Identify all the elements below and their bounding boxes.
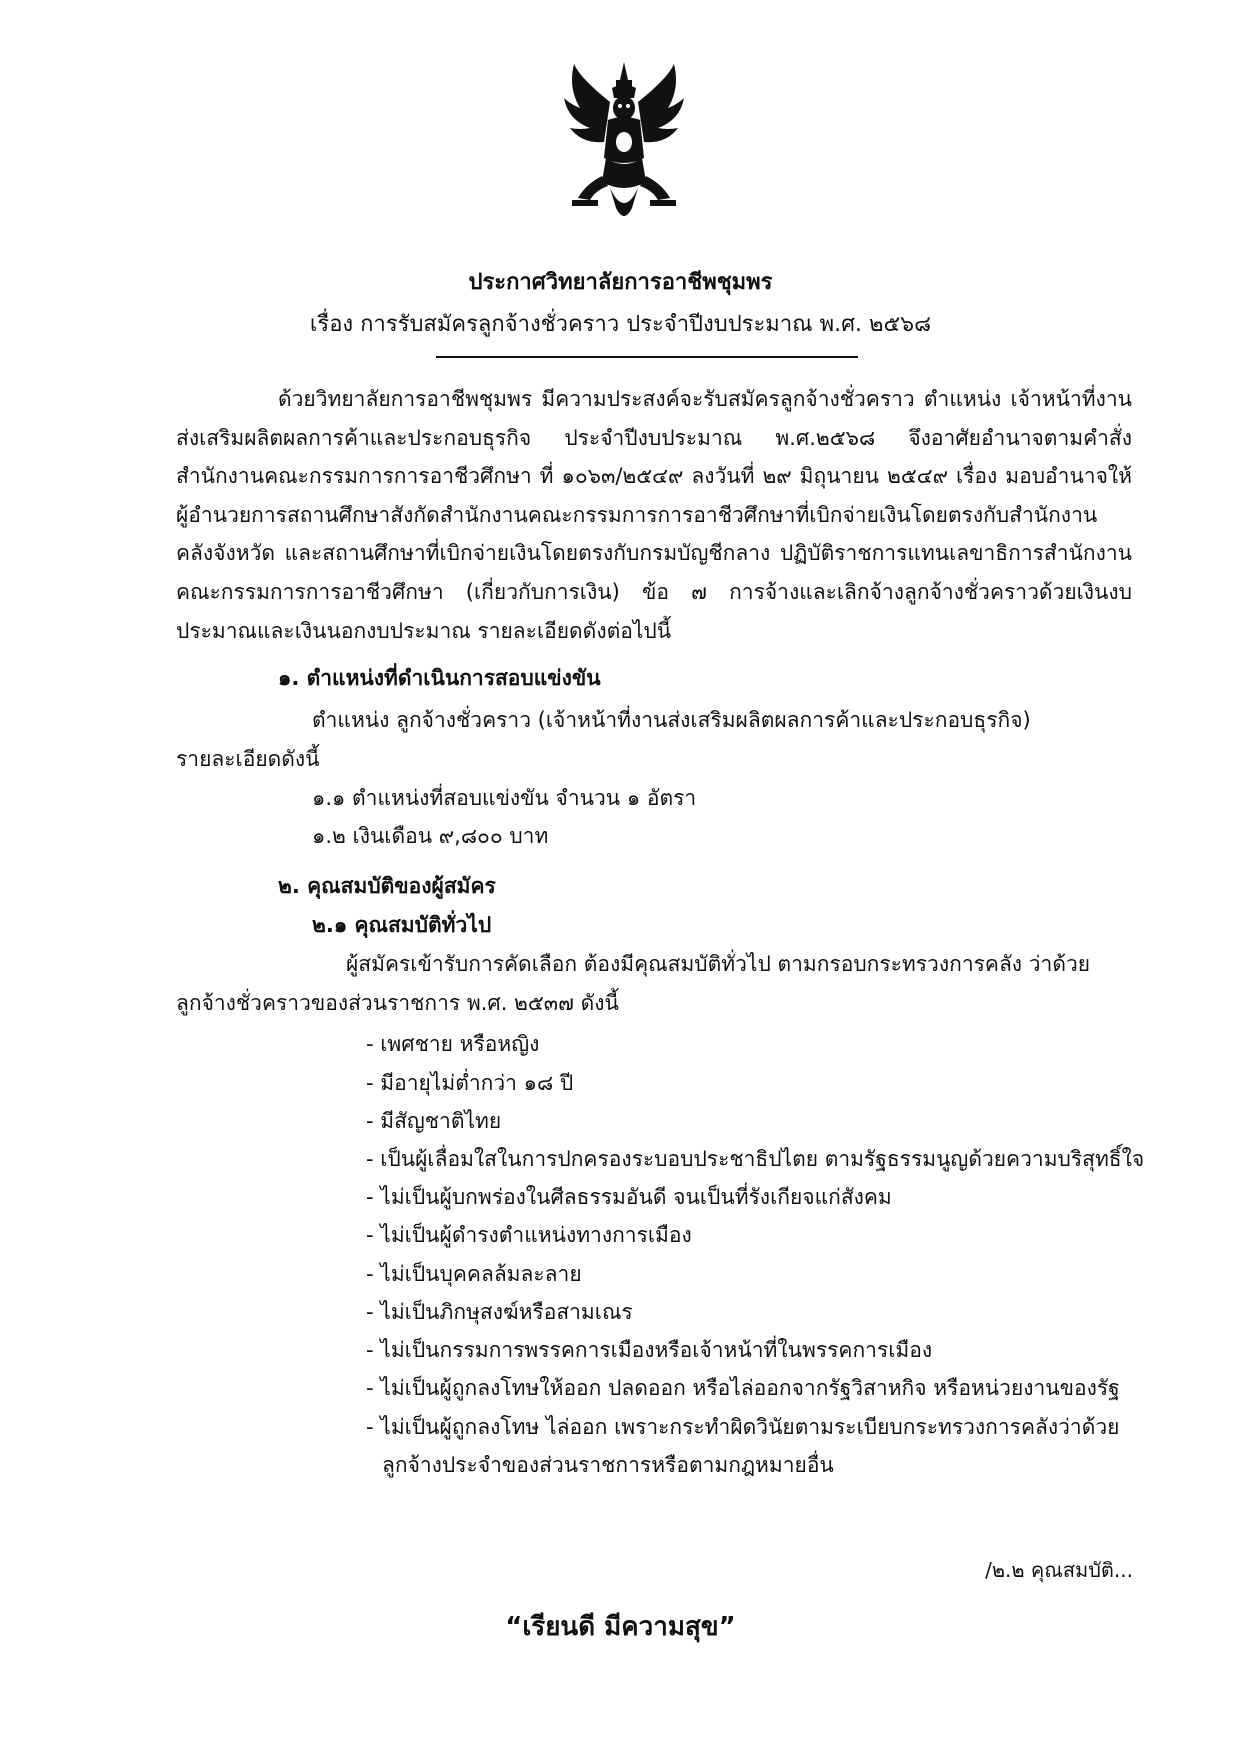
- section1-item-1-2: ๑.๒ เงินเดือน ๙,๘๐๐ บาท: [312, 824, 549, 848]
- announcement-subject: เรื่อง การรับสมัครลูกจ้างชั่วคราว ประจำปีงบประมาณ พ.ศ. ๒๕๖๘: [309, 312, 932, 337]
- section2-sub-heading: ๒.๑ คุณสมบัติทั่วไป: [312, 913, 492, 937]
- qualification-item: - ไม่เป็นผู้บกพร่องในศีลธรรมอันดี จนเป็นที่รังเกียจแก่สังคม: [366, 1185, 892, 1209]
- qualification-item: - มีอายุไม่ต่ำกว่า ๑๘ ปี: [366, 1071, 574, 1095]
- title-divider: [436, 356, 858, 358]
- qualification-item-continuation: ลูกจ้างประจำของส่วนราชการหรือตามกฎหมายอื่น: [382, 1453, 834, 1477]
- qualification-item: - ไม่เป็นภิกษุสงฆ์หรือสามเณร: [366, 1300, 633, 1324]
- section1-position-line2: รายละเอียดดังนี้: [176, 747, 320, 771]
- qualification-item: - ไม่เป็นผู้ถูกลงโทษ ไล่ออก เพราะกระทำผิดวินัยตามระเบียบกระทรวงการคลังว่าด้วย: [366, 1415, 1120, 1439]
- section2-heading: ๒. คุณสมบัติของผู้สมัคร: [278, 874, 496, 898]
- qualification-item: - ไม่เป็นผู้ถูกลงโทษให้ออก ปลดออก หรือไล่ออกจากรัฐวิสาหกิจ หรือหน่วยงานของรัฐ: [366, 1376, 1120, 1400]
- qualification-item: - เป็นผู้เลื่อมใสในการปกครองระบอบประชาธิปไตย ตามรัฐธรรมนูญด้วยความบริสุทธิ์ใจ: [366, 1147, 1145, 1171]
- qualification-item: - เพศชาย หรือหญิง: [366, 1032, 540, 1056]
- section1-heading: ๑. ตำแหน่งที่ดำเนินการสอบแข่งขัน: [278, 666, 601, 690]
- intro-paragraph: ด้วยวิทยาลัยการอาชีพชุมพร มีความประสงค์จะรับสมัครลูกจ้างชั่วคราว ตำแหน่ง เจ้าหน้าที่งานส่งเสริมผลิตผลการค้าและประกอบธุรกิจ ประจำปีงบประมาณ พ.ศ.๒๕๖๘ จึงอาศัยอำนาจตามคำสั่งสำนักงานคณะกรรมการการอาชีวศึกษา ที่ ๑๐๖๓/๒๕๔๙ ลงวันที่ ๒๙ มิถุนายน ๒๕๔๙ เรื่อง มอบอำนาจให้ผู้อำนวยการสถานศึกษาสังกัดสำนักงานคณะกรรมการการอาชีวศึกษาที่เบิกจ่ายเงินโดยตรงกับสำนักงานคลังจังหวัด และสถานศึกษาที่เบิกจ่ายเงินโดยตรงกับกรมบัญชีกลาง ปฏิบัติราชการแทนเลขาธิการสำนักงานคณะกรรมการการอาชีวศึกษา (เกี่ยวกับการเงิน) ข้อ ๗ การจ้างและเลิกจ้างลูกจ้างชั่วคราวด้วยเงินงบประมาณและเงินนอกงบประมาณ รายละเอียดดังต่อไปนี้: [176, 387, 1132, 643]
- qualification-item: - ไม่เป็นกรรมการพรรคการเมืองหรือเจ้าหน้าที่ในพรรคการเมือง: [366, 1338, 933, 1362]
- qualification-item: - ไม่เป็นผู้ดำรงตำแหน่งทางการเมือง: [366, 1223, 692, 1247]
- school-motto: “เรียนดี มีความสุข”: [505, 1612, 736, 1642]
- qualification-item: - มีสัญชาติไทย: [366, 1109, 502, 1133]
- announcement-title: ประกาศวิทยาลัยการอาชีพชุมพร: [468, 270, 773, 295]
- garuda-emblem-icon: [560, 58, 688, 228]
- qualification-item: - ไม่เป็นบุคคลล้มละลาย: [366, 1262, 582, 1286]
- next-page-marker: /๒.๒ คุณสมบัติ...: [985, 1558, 1133, 1582]
- section2-intro-line1: ผู้สมัครเข้ารับการคัดเลือก ต้องมีคุณสมบัติทั่วไป ตามกรอบกระทรวงการคลัง ว่าด้วย: [346, 952, 1091, 976]
- section2-intro-line2: ลูกจ้างชั่วคราวของส่วนราชการ พ.ศ. ๒๕๓๗ ดังนี้: [176, 991, 619, 1015]
- section1-item-1-1: ๑.๑ ตำแหน่งที่สอบแข่งขัน จำนวน ๑ อัตรา: [312, 786, 697, 810]
- section1-position-line1: ตำแหน่ง ลูกจ้างชั่วคราว (เจ้าหน้าที่งานส่งเสริมผลิตผลการค้าและประกอบธุรกิจ): [312, 708, 1031, 732]
